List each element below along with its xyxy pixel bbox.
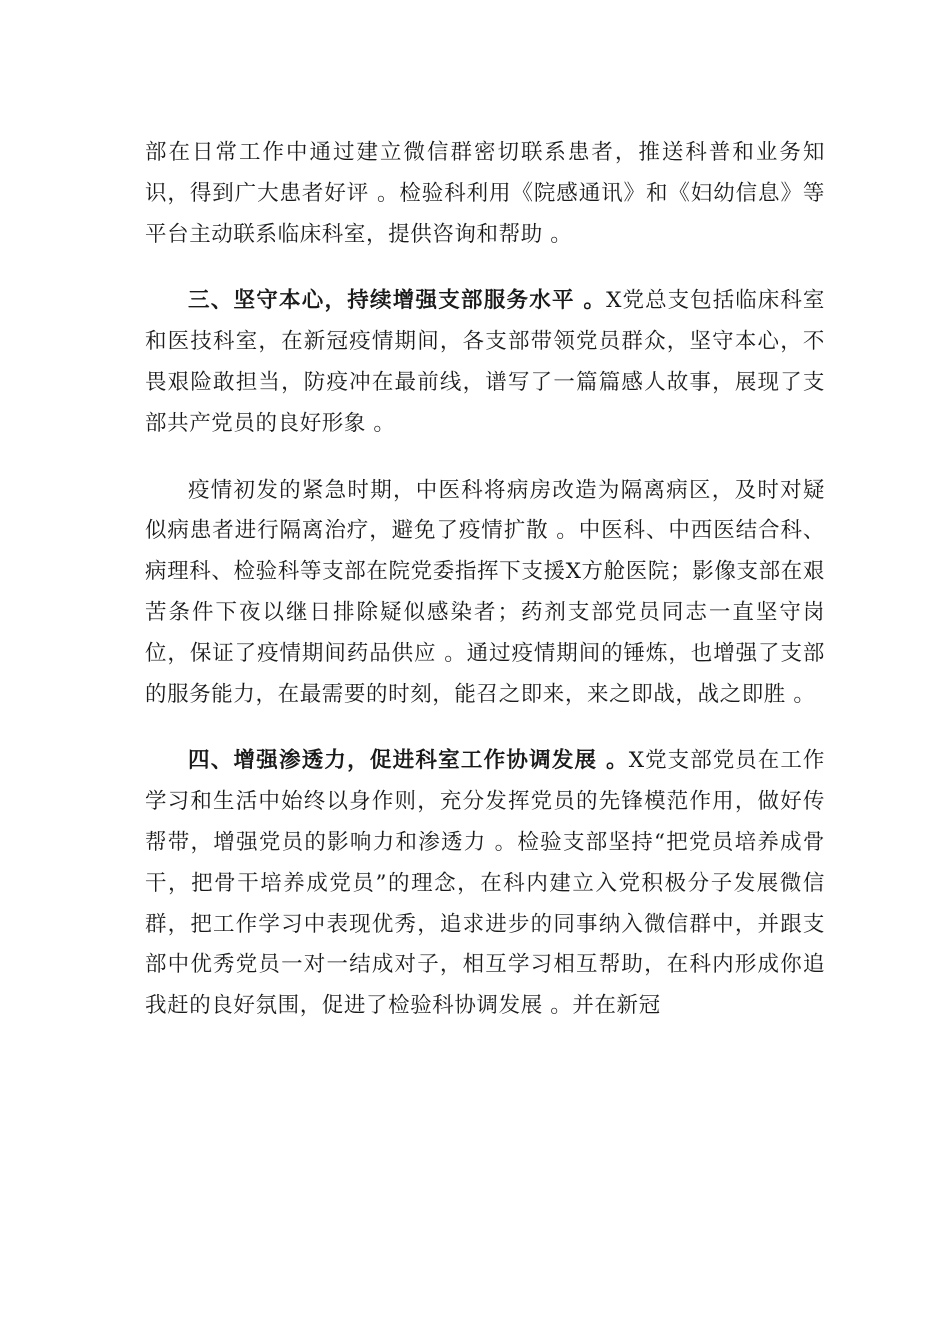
paragraph-continuation	[145, 133, 825, 255]
paragraph-epidemic	[145, 471, 825, 716]
paragraph-text: X党总支包括临床科室和医技科室，在新冠疫情期间，各支部带领党员群众，坚守本心，不畏艰险敢担当，防疫冲在最前线，谱写了一篇篇感人故事，展现了支部共产党员的良好形象 。	[145, 288, 825, 436]
section-heading-four: 四、增强渗透力，促进科室工作协调发展 。	[188, 748, 629, 774]
paragraph-text: 部在日常工作中通过建立微信群密切联系患者，推送科普和业务知识，得到广大患者好评 。检验科利用《院感通讯》和《妇幼信息》等平台主动联系临床科室，提供咨询和帮助 。	[145, 140, 825, 247]
section-heading-three: 三、坚守本心，持续增强支部服务水平 。	[188, 288, 607, 314]
paragraph-text: X党支部党员在工作学习和生活中始终以身作则，充分发挥党员的先锋模范作用，做好传帮带，增强党员的影响力和渗透力 。检验支部坚持“把党员培养成骨干，把骨干培养成党员”的理念，在科内建立入党积极分子发展微信群，把工作学习中表现优秀，追求进步的同事纳入微信群中，并跟支部中优秀党员一对一结成对子，相互学习相互帮助，在科内形成你追我赶的良好氛围，促进了检验科协调发展 。并在新冠	[145, 748, 825, 1019]
paragraph-text: 疫情初发的紧急时期，中医科将病房改造为隔离病区，及时对疑似病患者进行隔离治疗，避免了疫情扩散 。中医科、中西医结合科、病理科、检验科等支部在院党委指挥下支援X方舱医院；影像支部在艰苦条件下夜以继日排除疑似感染者；药剂支部党员同志一直坚守岗位，保证了疫情期间药品供应 。通过疫情期间的锤炼，也增强了支部的服务能力，在最需要的时刻，能召之即来，来之即战，战之即胜 。	[145, 477, 825, 707]
paragraph-section-three	[145, 281, 825, 444]
paragraph-section-four	[145, 741, 825, 1027]
document-body	[145, 133, 825, 1053]
